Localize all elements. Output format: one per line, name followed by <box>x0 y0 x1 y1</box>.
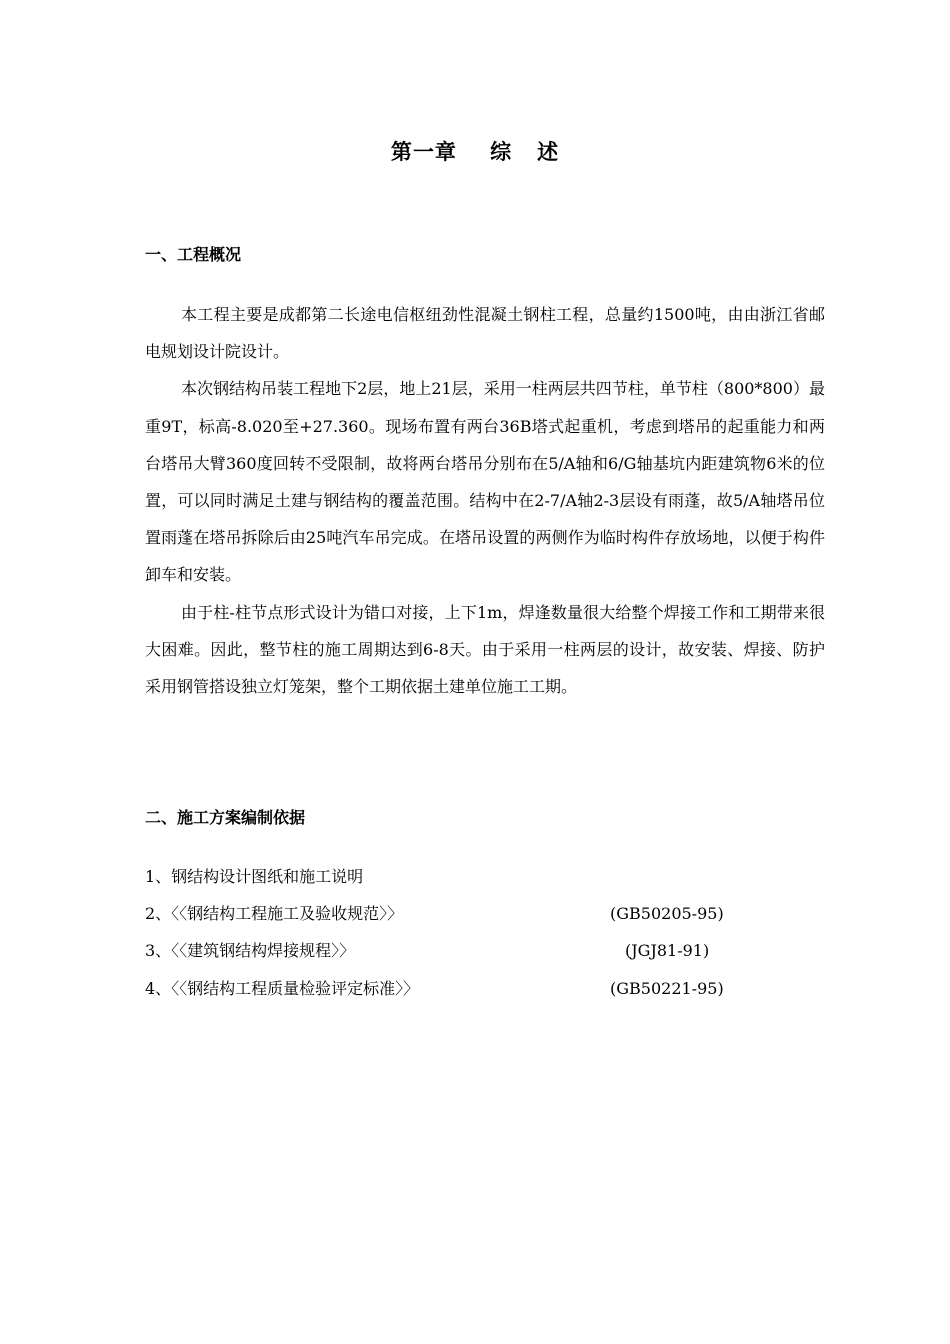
reference-code: (GB50221-95) <box>610 978 724 998</box>
overview-body <box>145 296 825 705</box>
overview-paragraph: 本次钢结构吊装工程地下2层，地上21层，采用一柱两层共四节柱，单节柱（800*800）最重9T，标高-8.020至+27.360。现场布置有两台36B塔式起重机，考虑到塔吊的起重能力和两台塔吊大臂360度回转不受限制，故将两台塔吊分别布在5/A轴和6/G轴基坑内距建筑物6米的位置，可以同时满足土建与钢结构的覆盖范围。结构中在2-7/A轴2-3层设有雨蓬，故5/A轴塔吊位置雨蓬在塔吊拆除后由25吨汽车吊完成。在塔吊设置的两侧作为临时构件存放场地，以便于构件卸车和安装。 <box>145 379 825 585</box>
reference-code: (GB50205-95) <box>610 904 724 924</box>
overview-paragraph: 由于柱-柱节点形式设计为错口对接，上下1m，焊逢数量很大给整个焊接工作和工期带来很大困难。因此，整节柱的施工周期达到6-8天。由于采用一柱两层的设计，故安装、焊接、防护采用钢管搭设独立灯笼架，整个工期依据土建单位施工工期。 <box>145 602 825 697</box>
reference-title: 4、〈〈钢结构工程质量检验评定标准〉〉 <box>145 978 420 998</box>
overview-paragraph: 本工程主要是成都第二长途电信枢纽劲性混凝土钢柱工程，总量约1500吨，由由浙江省邮电规划设计院设计。 <box>145 305 825 362</box>
reference-code: (JGJ81-91) <box>625 941 710 961</box>
reference-title: 1、钢结构设计图纸和施工说明 <box>145 867 364 886</box>
reference-title: 2、〈〈钢结构工程施工及验收规范〉〉 <box>145 904 404 924</box>
list-item <box>145 936 745 973</box>
chapter-title: 第一章 综 述 <box>390 140 560 164</box>
section-heading-basis: 二、施工方案编制依据 <box>145 808 306 827</box>
section-heading-overview: 一、工程概况 <box>145 245 242 264</box>
reference-list <box>145 862 745 1011</box>
list-item <box>145 974 745 1011</box>
list-item <box>145 862 745 899</box>
list-item <box>145 899 745 936</box>
reference-title: 3、〈〈建筑钢结构焊接规程〉〉 <box>145 941 356 961</box>
